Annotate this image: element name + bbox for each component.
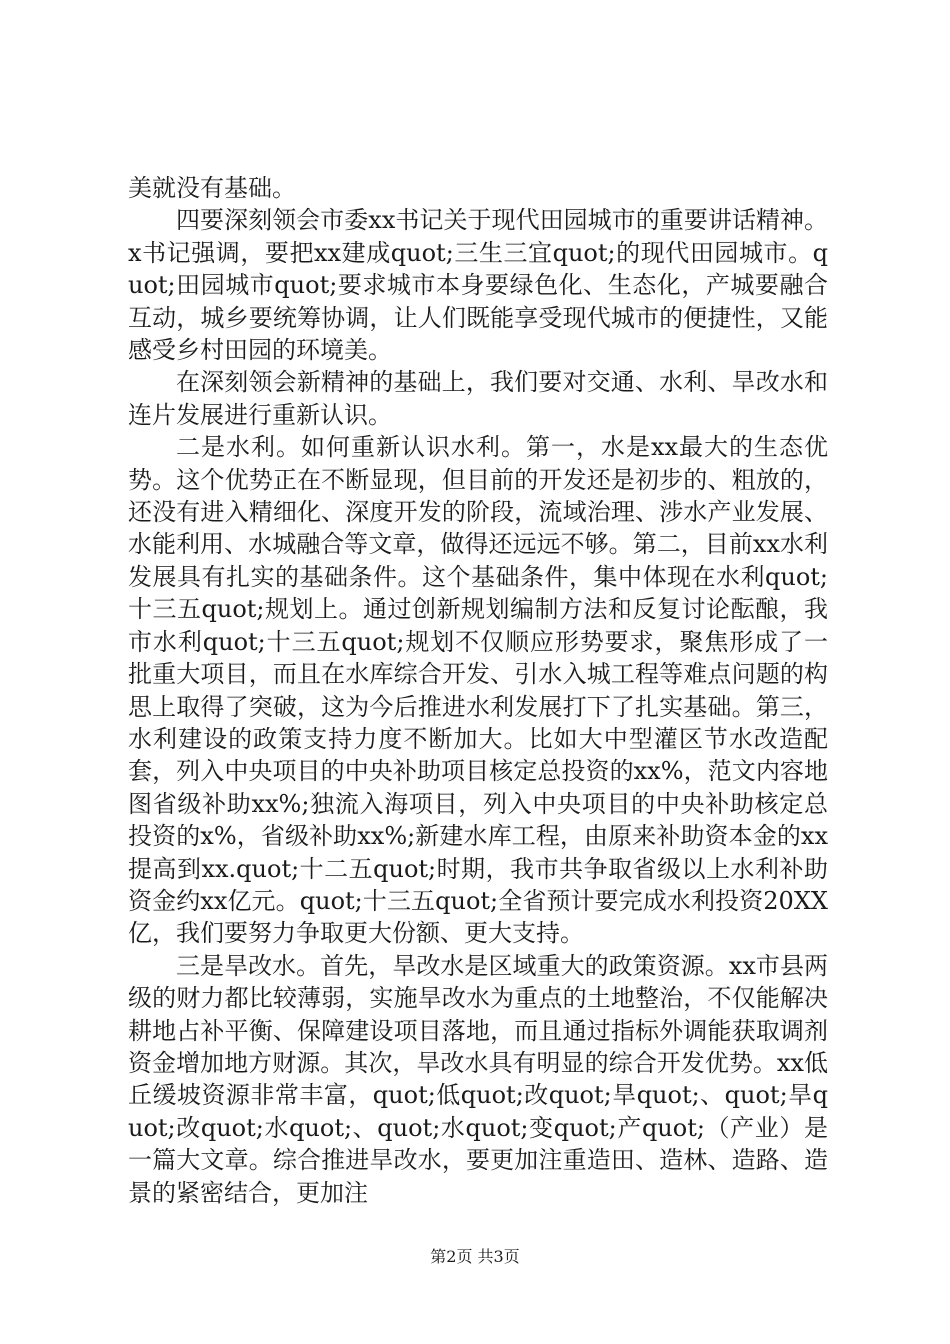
paragraph: 在深刻领会新精神的基础上，我们要对交通、水利、旱改水和连片发展进行重新认识。 bbox=[128, 368, 828, 429]
paragraph: 二是水利。如何重新认识水利。第一，水是xx最大的生态优势。这个优势正在不断显现，但目前的开发还是初步的、粗放的，还没有进入精细化、深度开发的阶段，流域治理、涉水产业发展、水能利用、水城融合等文章，做得还远远不够。第二，目前xx水利发展具有扎实的基础条件。这个基础条件，集中体现在水利quot;十三五quot;规划上。通过创新规划编制方法和反复讨论酝酿，我市水利quot;十三五quot;规划不仅顺应形势要求，聚焦形成了一批重大项目，而且在水库综合开发、引水入城工程等难点问题的构思上取得了突破，这为今后推进水利发展打下了扎实基础。第三，水利建设的政策支持力度不断加大。比如大中型灌区节水改造配套，列入中央项目的中央补助项目核定总投资的xx%，范文内容地图省级补助xx%;独流入海项目，列入中央项目的中央补助核定总投资的x%，省级补助xx%;新建水库工程，由原来补助资本金的xx提高到xx.quot;十二五quot;时期，我市共争取省级以上水利补助资金约xx亿元。quot;十三五quot;全省预计要完成水利投资20XX亿，我们要努力争取更大份额、更大支持。 bbox=[128, 433, 828, 948]
paragraph: 美就没有基础。 bbox=[128, 174, 296, 202]
document-body bbox=[128, 172, 828, 1209]
paragraph: 三是旱改水。首先，旱改水是区域重大的政策资源。xx市县两级的财力都比较薄弱，实施旱改水为重点的土地整治，不仅能解决耕地占补平衡、保障建设项目落地，而且通过指标外调能获取调剂资金增加地方财源。其次，旱改水具有明显的综合开发优势。xx低丘缓坡资源非常丰富，quot;低quot;改quot;旱quot;、quot;旱quot;改quot;水quot;、quot;水quot;变quot;产quot;（产业）是一篇大文章。综合推进旱改水，要更加注重造田、造林、造路、造景的紧密结合，更加注 bbox=[128, 951, 828, 1207]
page-footer: 第2页 共3页 bbox=[430, 1247, 520, 1266]
paragraph: 四要深刻领会市委xx书记关于现代田园城市的重要讲话精神。x书记强调，要把xx建成quot;三生三宜quot;的现代田园城市。quot;田园城市quot;要求城市本身要绿色化、生态化，产城要融合互动，城乡要统筹协调，让人们既能享受现代城市的便捷性，又能感受乡村田园的环境美。 bbox=[128, 206, 828, 365]
